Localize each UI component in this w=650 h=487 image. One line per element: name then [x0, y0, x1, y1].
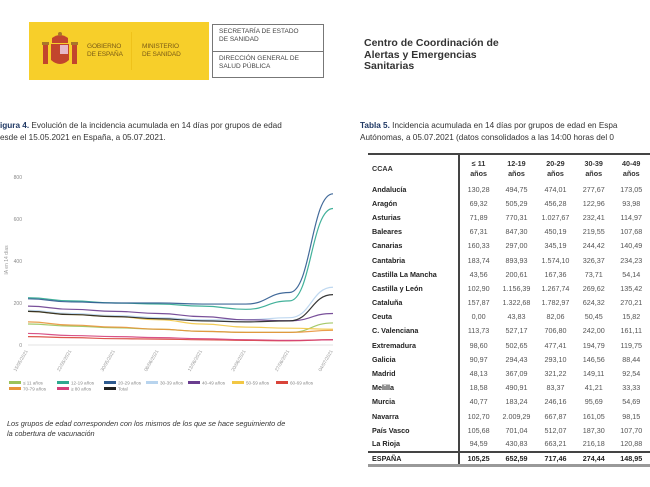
- ccaa-name: País Vasco: [368, 423, 459, 437]
- legend-swatch: [57, 381, 69, 384]
- legend-swatch: [188, 381, 200, 384]
- table-row: [368, 296, 650, 310]
- ia-value: 161,11: [620, 326, 642, 336]
- column-header: 12-19 años: [507, 158, 526, 178]
- ia-value: 119,75: [620, 340, 642, 350]
- ccaa-name: Extremadura: [368, 338, 459, 352]
- ccaa-name: Baleares: [368, 225, 459, 239]
- ccaa-name: Castilla y León: [368, 281, 459, 295]
- ia-value: 893,93: [505, 255, 528, 265]
- table-row: [368, 381, 650, 395]
- logo-divider: [131, 32, 132, 70]
- table-row: [368, 437, 650, 451]
- ia-value: 114,97: [620, 212, 642, 222]
- ia-value: 277,67: [582, 184, 605, 194]
- table-caption-line2: Autónomas, a 05.07.2021 (datos consolidados a las 14:00 horas del 0: [360, 133, 614, 142]
- ia-value: 149,11: [582, 369, 605, 379]
- ccaes-line: Centro de Coordinación de: [364, 37, 499, 49]
- ia-value: 48,13: [469, 369, 488, 379]
- legend-label: Total: [118, 386, 128, 392]
- ia-value: 95,69: [584, 397, 603, 407]
- ia-value: 43,83: [507, 312, 526, 322]
- legend-swatch: [9, 381, 21, 384]
- column-header: 40-49 años: [622, 158, 641, 178]
- y-tick-label: 400: [13, 259, 22, 265]
- figure-caption: [0, 120, 282, 144]
- ia-value: 167,36: [544, 269, 567, 279]
- x-tick-label: 13/06/2021: [187, 349, 205, 373]
- ia-value: 105,25: [467, 453, 490, 463]
- ia-value: 18,58: [469, 383, 488, 393]
- ia-value: 477,41: [544, 340, 567, 350]
- ccaa-name: Aragón: [368, 196, 459, 210]
- table-row: [368, 196, 650, 210]
- ia-value: 98,15: [622, 411, 641, 421]
- table-row: [368, 210, 650, 224]
- ia-value: 1.574,10: [541, 255, 570, 265]
- ia-value: 50,45: [584, 312, 603, 322]
- ia-value: 107,70: [620, 425, 643, 435]
- ccaa-name: Murcia: [368, 395, 459, 409]
- table-row: [368, 253, 650, 267]
- y-axis-title: IA en 14 días: [4, 245, 10, 275]
- legend-label: ≤ 11 años: [23, 380, 43, 386]
- ia-value: 717,46: [544, 453, 567, 463]
- ia-value: 54,69: [622, 397, 641, 407]
- incidence-line-chart: [0, 165, 340, 405]
- ia-value: 161,05: [582, 411, 605, 421]
- legend-label: 20-29 años: [118, 380, 141, 386]
- ia-value: 321,22: [544, 369, 567, 379]
- ia-value: 140,49: [620, 241, 643, 251]
- table-row: [368, 225, 650, 239]
- ia-value: 43,56: [469, 269, 488, 279]
- ia-value: 0,00: [471, 312, 486, 322]
- ccaes-line: Alertas y Emergencias: [364, 48, 477, 61]
- legend-swatch: [146, 381, 158, 384]
- ia-value: 512,07: [544, 425, 567, 435]
- legend-swatch: [9, 387, 21, 390]
- ia-value: 93,98: [622, 198, 641, 208]
- column-header: 30-39 años: [584, 158, 603, 178]
- x-tick-label: 06/06/2021: [144, 349, 161, 373]
- ministry-text-line2: DE SANIDAD: [142, 50, 181, 58]
- legend-label: 12-19 años: [71, 380, 94, 386]
- ia-value: 456,28: [544, 198, 567, 208]
- legend-label: ≥ 80 años: [71, 386, 92, 392]
- y-tick-label: 200: [13, 301, 22, 307]
- ia-value: 67,31: [469, 227, 488, 237]
- dept-line: DE SANIDAD: [219, 36, 259, 43]
- ia-value: 135,42: [620, 283, 643, 293]
- ia-value: 502,65: [505, 340, 528, 350]
- x-tick-label: 30/05/2021: [100, 349, 117, 373]
- ia-value: 183,74: [467, 255, 490, 265]
- legend-swatch: [57, 387, 69, 390]
- dept-box-secretaria: [212, 24, 324, 52]
- ia-value: 219,55: [582, 227, 605, 237]
- x-tick-label: 15/05/2021: [13, 349, 30, 373]
- y-tick-label: 0: [19, 343, 22, 349]
- table-row: [368, 395, 650, 409]
- legend-label: 40-49 años: [202, 380, 225, 386]
- legend-label: 70-79 años: [23, 386, 46, 392]
- figure-caption-line2: esde el 15.05.2021 en España, a 05.07.2021.: [0, 133, 166, 142]
- ia-value: 367,09: [505, 369, 528, 379]
- table-row: [368, 423, 650, 437]
- ia-value: 269,62: [582, 283, 605, 293]
- y-tick-label: 600: [13, 217, 22, 223]
- ia-value: 244,42: [582, 241, 605, 251]
- legend-label: 60-69 años: [290, 380, 313, 386]
- gov-text-line1: GOBIERNO: [87, 43, 122, 50]
- ia-value: 490,91: [505, 383, 528, 393]
- ccaa-name: Madrid: [368, 366, 459, 380]
- table-row: [368, 324, 650, 338]
- table-caption: [360, 120, 617, 144]
- ccaa-name: Castilla La Mancha: [368, 267, 459, 281]
- ccaa-name: Galicia: [368, 352, 459, 366]
- ia-value: 173,05: [620, 184, 643, 194]
- ia-value: 187,30: [582, 425, 605, 435]
- dept-line: SALUD PÚBLICA: [219, 63, 271, 70]
- table-caption-text: Incidencia acumulada en 14 días por grupos de edad en Espa: [389, 121, 618, 130]
- ia-value: 274,44: [582, 453, 605, 463]
- ia-value: 527,17: [505, 326, 528, 336]
- x-tick-label: 27/06/2021: [274, 349, 292, 373]
- legend-swatch: [276, 381, 288, 384]
- ia-value: 160,33: [467, 241, 490, 251]
- ia-value: 71,89: [469, 212, 488, 222]
- ia-value: 200,61: [505, 269, 528, 279]
- ia-value: 770,31: [505, 212, 528, 222]
- dept-box-direccion: [212, 51, 324, 78]
- dept-line: DIRECCIÓN GENERAL DE: [219, 55, 299, 62]
- ccaa-name: Cataluña: [368, 296, 459, 310]
- ia-value: 148,95: [620, 453, 643, 463]
- column-header: CCAA: [368, 154, 459, 182]
- ia-value: 2.009,29: [502, 411, 531, 421]
- note-line: Los grupos de edad corresponden con los mismos de los que se hace seguimiento de: [7, 419, 286, 428]
- table-row: [368, 409, 650, 423]
- ia-value: 663,21: [544, 439, 567, 449]
- table-row: [368, 239, 650, 253]
- ccaa-name: Asturias: [368, 210, 459, 224]
- coat-of-arms-icon: [39, 30, 81, 72]
- gov-text-line2: DE ESPAÑA: [87, 50, 123, 58]
- ccaa-name: ESPAÑA: [368, 452, 459, 466]
- ccaes-line: Sanitarias: [364, 60, 415, 72]
- ia-value: 234,23: [620, 255, 643, 265]
- ia-value: 450,19: [544, 227, 567, 237]
- ccaa-name: Ceuta: [368, 310, 459, 324]
- ia-value: 1.322,68: [502, 298, 531, 308]
- legend-swatch: [104, 387, 116, 390]
- ia-value: 1.267,74: [541, 283, 570, 293]
- ia-value: 345,19: [544, 241, 567, 251]
- table-row: [368, 310, 650, 324]
- ia-value: 157,87: [467, 298, 490, 308]
- ia-value: 98,60: [469, 340, 488, 350]
- ia-value: 474,01: [544, 184, 567, 194]
- figure-caption-text: Evolución de la incidencia acumulada en 14 días por grupos de edad: [29, 121, 282, 130]
- x-tick-label: 20/06/2021: [231, 349, 248, 373]
- x-tick-label: 22/05/2021: [56, 349, 74, 373]
- ia-value: 505,29: [505, 198, 528, 208]
- x-tick-label: 04/07/2021: [318, 349, 335, 373]
- ccaa-name: Navarra: [368, 409, 459, 423]
- ia-value: 194,79: [582, 340, 605, 350]
- ia-value: 102,90: [467, 283, 490, 293]
- legend-label: 30-39 años: [160, 380, 183, 386]
- ia-value: 667,87: [544, 411, 567, 421]
- ia-value: 1.027,67: [541, 212, 570, 222]
- ia-value: 494,75: [505, 184, 528, 194]
- ia-value: 15,82: [622, 312, 641, 322]
- ia-value: 107,68: [620, 227, 643, 237]
- note-line: la cobertura de vacunación: [7, 429, 95, 438]
- gobierno-espana-logo: [29, 22, 209, 80]
- dept-line: SECRETARÍA DE ESTADO: [219, 28, 299, 35]
- ia-value: 183,24: [505, 397, 528, 407]
- ia-value: 624,32: [582, 298, 605, 308]
- column-header: ≤ 11 años: [470, 158, 487, 178]
- y-tick-label: 800: [13, 175, 22, 181]
- legend-label: 50-59 años: [246, 380, 269, 386]
- ia-value: 232,41: [582, 212, 605, 222]
- ia-value: 652,59: [505, 453, 528, 463]
- column-header: 20-29 años: [546, 158, 565, 178]
- table-row: [368, 352, 650, 366]
- table-row: [368, 338, 650, 352]
- ia-value: 216,18: [582, 439, 605, 449]
- ia-value: 105,68: [467, 425, 490, 435]
- table-total-row: [368, 452, 650, 466]
- series-line: [28, 194, 333, 304]
- ccaa-name: C. Valenciana: [368, 324, 459, 338]
- ia-value: 82,06: [546, 312, 565, 322]
- figure-label: igura 4.: [0, 121, 30, 130]
- ia-value: 146,56: [582, 354, 605, 364]
- ia-value: 701,04: [505, 425, 528, 435]
- ia-value: 242,00: [582, 326, 605, 336]
- ia-value: 293,10: [544, 354, 567, 364]
- chart-note: [7, 419, 285, 439]
- ia-value: 130,28: [467, 184, 490, 194]
- table-header-row: [368, 154, 650, 182]
- ia-value: 90,97: [469, 354, 488, 364]
- series-line: [28, 209, 333, 310]
- ccaa-name: Cantabria: [368, 253, 459, 267]
- ia-value: 246,16: [544, 397, 567, 407]
- legend-swatch: [232, 381, 244, 384]
- series-line: [28, 322, 333, 333]
- ia-value: 430,83: [505, 439, 528, 449]
- ia-value: 83,37: [546, 383, 565, 393]
- ia-value: 69,32: [469, 198, 488, 208]
- ia-value: 297,00: [505, 241, 528, 251]
- ia-value: 102,70: [467, 411, 490, 421]
- ia-value: 294,43: [505, 354, 528, 364]
- table-label: Tabla 5.: [360, 121, 390, 130]
- incidence-table: [368, 153, 650, 467]
- ia-value: 1.782,97: [541, 298, 570, 308]
- ia-value: 73,71: [584, 269, 603, 279]
- table-row: [368, 366, 650, 380]
- ministry-text-line1: MINISTERIO: [142, 43, 179, 50]
- ia-value: 326,37: [582, 255, 605, 265]
- ia-value: 54,14: [622, 269, 641, 279]
- table-row: [368, 281, 650, 295]
- ccaa-name: Canarias: [368, 239, 459, 253]
- legend-swatch: [104, 381, 116, 384]
- table-row: [368, 267, 650, 281]
- ia-value: 94,59: [469, 439, 488, 449]
- ia-value: 92,54: [622, 369, 641, 379]
- ia-value: 706,80: [544, 326, 567, 336]
- ia-value: 40,77: [469, 397, 488, 407]
- ia-value: 270,21: [620, 298, 643, 308]
- ia-value: 1.156,39: [502, 283, 531, 293]
- ccaa-name: La Rioja: [368, 437, 459, 451]
- ia-value: 847,30: [505, 227, 528, 237]
- ia-value: 113,73: [467, 326, 490, 336]
- ia-value: 33,33: [622, 383, 641, 393]
- table-row: [368, 182, 650, 196]
- ia-value: 122,96: [582, 198, 605, 208]
- ia-value: 120,88: [620, 439, 643, 449]
- ia-value: 88,44: [622, 354, 641, 364]
- chart-canvas: [0, 165, 340, 405]
- ccaes-title: [364, 38, 499, 73]
- ccaa-name: Andalucía: [368, 182, 459, 196]
- ia-value: 41,21: [584, 383, 603, 393]
- ccaa-name: Melilla: [368, 381, 459, 395]
